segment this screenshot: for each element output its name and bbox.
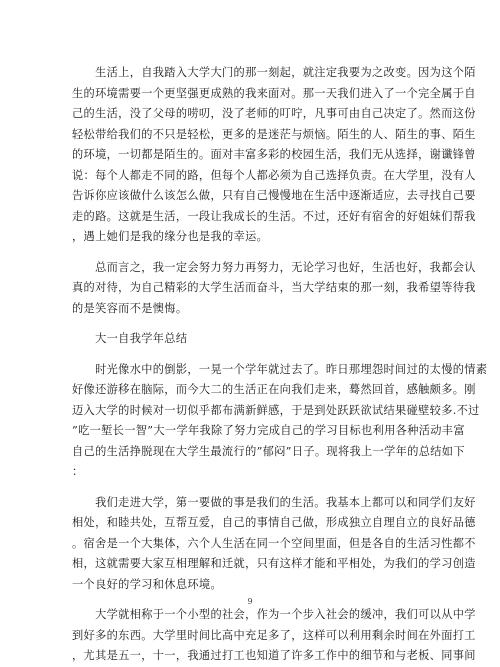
text-line: 到好多的东西。大学里时间比高中充足多了，这样可以利用剩余时间在外面打工 [72, 628, 476, 642]
text-line: 生活上，自我踏入大学大门的那一刻起，就注定我要为之改变。因为这个陌 [72, 66, 476, 79]
text-line: 相，这就需要大家互相理解和迁就，只有这样才能和平相处，为我们的学习创造 [72, 557, 476, 570]
paragraph [72, 605, 476, 667]
text-line: 好像还游移在脑际，而今大二的生活正在向我们走来，蓦然回首，感触颇多。刚 [72, 383, 476, 396]
text-line: 自己的生活挣脱现在大学生最流行的”郁闷”日子。现将我上一学年的总结如下 [72, 444, 465, 458]
text-line: ，尤其是五一，十一，我通过打工也知道了许多工作中的细节和与老板、同事间 [72, 649, 476, 662]
text-line: 的环境，一切都是陌生的。面对丰富多彩的校园生活，我们无从选择，谢谶锋曾 [72, 148, 476, 161]
text-line: 。宿舍是一个大集体，六个人生活在同一个空间里面，但是各自的生活习性都不 [72, 536, 476, 550]
document-body [72, 63, 488, 667]
text-line: ，遇上她们是我的缘分也是我的幸运。 [72, 230, 269, 243]
text-line: 总而言之，我一定会努力努力再努力，无论学习也好，生活也好，我都会认 [72, 260, 476, 274]
text-line: 相处，和睦共处，互帮互爱，自己的事情自己做，形成独立自理自立的良好品德 [72, 516, 476, 529]
text-line: ”吃一堑长一智”大一学年我除了努力完成自己的学习目标也利用各种活动丰富 [72, 424, 465, 437]
text-line: 走的路。这就是生活，一段让我成长的生活。不过，还好有宿舍的好姐妹们帮我 [72, 209, 476, 223]
text-line: 大一自我学年总结 [72, 332, 188, 345]
text-line: 迈入大学的时候对一切似乎都布满新鲜感，于是到处跃跃欲试结果碰壁较多.不过 [72, 403, 480, 417]
text-line: 真的对待，为自己精彩的大学生活而奋斗，当大学结束的那一刻，我希望等待我 [72, 281, 476, 294]
text-line: 的是笑容而不是懊悔。 [72, 301, 188, 315]
section-heading [72, 329, 432, 350]
text-line: 我们走进大学，第一要做的事是我们的生活。我基本上都可以和同学们友好 [72, 495, 476, 509]
text-line: 时光像水中的倒影，一晃一个学年就过去了。昨日那埋怨时间过的太慢的情素 [72, 362, 488, 376]
text-line: 轻松带给我们的不只是轻松，更多的是迷茫与烦恼。陌生的人、陌生的事、陌生 [72, 127, 476, 141]
text-line: 己的生活，没了父母的唠叨，没了老师的叮咛，凡事可由自己决定了。然而这份 [72, 107, 476, 120]
paragraph [72, 258, 476, 320]
text-line: 一个良好的学习和休息环境。 [72, 577, 222, 591]
paragraph [72, 493, 476, 596]
paragraph [72, 360, 488, 483]
text-line: 告诉你应该做什么该怎么做，只有自己慢慢地在生活中逐渐适应，去寻找自己要 [72, 189, 476, 202]
page-number: 9 [247, 597, 253, 606]
paragraph [72, 63, 476, 248]
text-line: 生的环境需要一个更坚强更成熟的我来面对。那一天我们进入了一个完全属于自 [72, 86, 476, 100]
text-line: ： [72, 465, 84, 478]
text-line: 大学就相称于一个小型的社会，作为一个步入社会的缓冲，我们可以从中学 [72, 608, 476, 621]
text-line: 说：每个人都走不同的路，但每个人都必须为自己选择负责。在大学里，没有人 [72, 168, 476, 182]
